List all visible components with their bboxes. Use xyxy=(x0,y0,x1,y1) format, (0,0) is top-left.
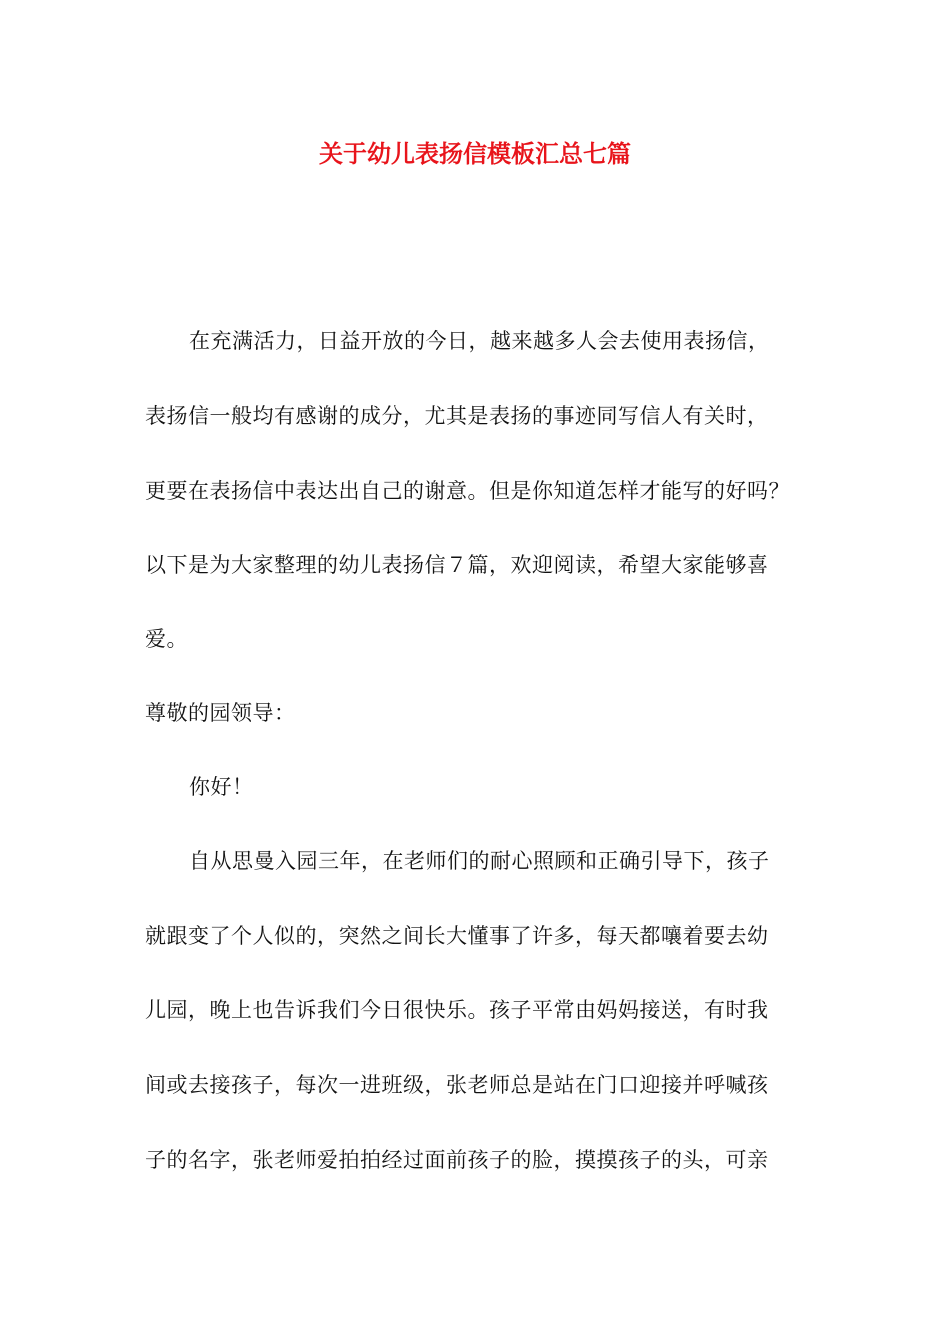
greeting-line: 你好！ xyxy=(189,775,254,799)
salutation-line: 尊敬的园领导： xyxy=(145,701,296,725)
document-title: 关于幼儿表扬信模板汇总七篇 xyxy=(319,139,631,168)
paragraph-line: 表扬信一般均有感谢的成分，尤其是表扬的事迹同写信人有关时， xyxy=(145,404,769,428)
paragraph-line: 在充满活力，日益开放的今日，越来越多人会去使用表扬信， xyxy=(189,329,770,353)
paragraph-line: 子的名字，张老师爱拍拍经过面前孩子的脸，摸摸孩子的头，可亲 xyxy=(145,1148,769,1172)
paragraph-line: 就跟变了个人似的，突然之间长大懂事了许多，每天都嚷着要去幼 xyxy=(145,924,769,948)
paragraph-line: 更要在表扬信中表达出自己的谢意。但是你知道怎样才能写的好吗？ xyxy=(145,479,790,503)
paragraph-line: 儿园，晚上也告诉我们今日很快乐。孩子平常由妈妈接送，有时我 xyxy=(145,998,769,1022)
paragraph-line: 自从思曼入园三年，在老师们的耐心照顾和正确引导下，孩子 xyxy=(189,849,770,873)
paragraph-line: 爱。 xyxy=(145,627,188,651)
paragraph-line: 间或去接孩子，每次一进班级，张老师总是站在门口迎接并呼喊孩 xyxy=(145,1073,769,1097)
paragraph-line: 以下是为大家整理的幼儿表扬信７篇，欢迎阅读，希望大家能够喜 xyxy=(145,553,769,577)
